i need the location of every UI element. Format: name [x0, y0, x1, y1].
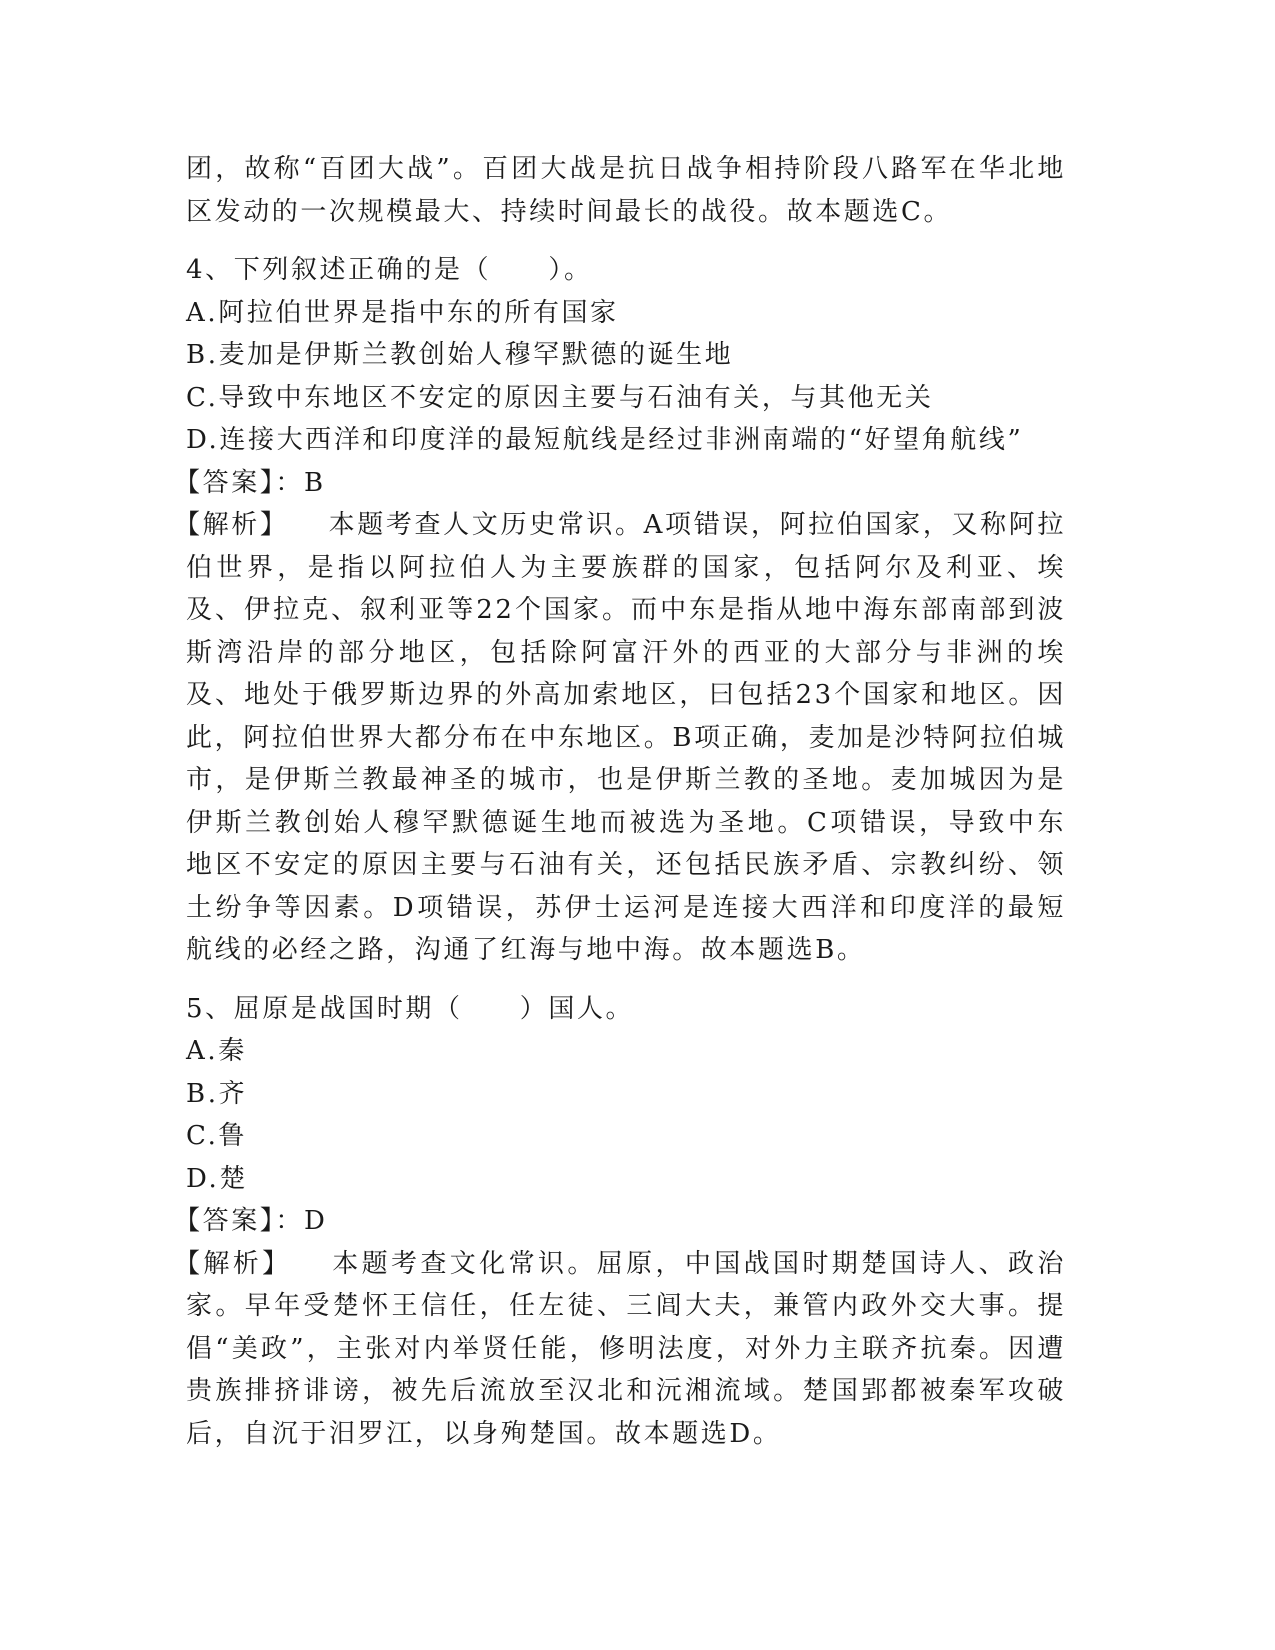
answer-label: 【答案】	[174, 467, 276, 498]
explanation-text: 本题考查人文历史常识。A项错误，阿拉伯国家，又称阿拉伯世界，是指以阿拉伯人为主要族群的国家，包括阿尔及利亚、埃及、伊拉克、叙利亚等22个国家。而中东是指从地中海东部南部到波斯湾沿岸的部分地区，包括除阿富汗外的西亚的大部分与非洲的埃及、地处于俄罗斯边界的外高加索地区，曰包括23个国家和地区。因此，阿拉伯世界大都分布在中东地区。B项正确，麦加是沙特阿拉伯城市，是伊斯兰教最神圣的城市，也是伊斯兰教的圣地。麦加城因为是伊斯兰教创始人穆罕默德诞生地而被选为圣地。C项错误，导致中东地区不安定的原因主要与石油有关，还包括民族矛盾、宗教纠纷、领土纷争等因素。D项错误，苏伊士运河是连接大西洋和印度洋的最短航线的必经之路，沟通了红海与地中海。故本题选B。	[186, 510, 1066, 965]
answer-value: B	[304, 467, 326, 498]
question-block-5	[174, 988, 1066, 1456]
question-block-4	[174, 249, 1066, 972]
explanation-label: 【解析】	[174, 1248, 292, 1279]
option-c: C.导致中东地区不安定的原因主要与石油有关，与其他无关	[186, 382, 934, 413]
option-d: D.连接大西洋和印度洋的最短航线是经过非洲南端的“好望角航线”	[186, 425, 1024, 455]
answer-label: 【答案】	[174, 1206, 276, 1236]
page-content	[174, 148, 1066, 1455]
option-c: C.鲁	[186, 1121, 248, 1151]
option-a: A.秦	[186, 1036, 247, 1066]
question-title: 4、下列叙述正确的是（ ）。	[186, 255, 593, 285]
explanation-label: 【解析】	[174, 510, 289, 540]
option-b: B.麦加是伊斯兰教创始人穆罕默德的诞生地	[186, 340, 734, 370]
spacer	[186, 233, 1066, 249]
explanation	[174, 1243, 1066, 1456]
answer-line	[174, 1200, 1066, 1243]
option-a: A.阿拉伯世界是指中东的所有国家	[186, 297, 619, 328]
explanation	[174, 504, 1066, 972]
answer-line	[174, 462, 1066, 505]
option-b: B.齐	[186, 1078, 248, 1109]
explanation-text: 本题考查文化常识。屈原，中国战国时期楚国诗人、政治家。早年受楚怀王信任，任左徒、三闾大夫，兼管内政外交大事。提倡“美政”，主张对内举贤任能，修明法度，对外力主联齐抗秦。因遭贵族排挤诽谤，被先后流放至汉北和沅湘流域。楚国郢都被秦军攻破后，自沉于汨罗江，以身殉楚国。故本题选D。	[186, 1248, 1066, 1449]
previous-explanation-continuation: 团，故称“百团大战”。百团大战是抗日战争相持阶段八路军在华北地区发动的一次规模最大、持续时间最长的战役。故本题选C。	[186, 154, 1066, 227]
answer-value: D	[304, 1206, 328, 1236]
option-d: D.楚	[186, 1163, 248, 1194]
answer-separator: ：	[275, 1206, 305, 1236]
spacer	[186, 972, 1066, 988]
answer-separator: ：	[275, 467, 305, 498]
question-title: 5、屈原是战国时期（ ）国人。	[186, 993, 635, 1024]
